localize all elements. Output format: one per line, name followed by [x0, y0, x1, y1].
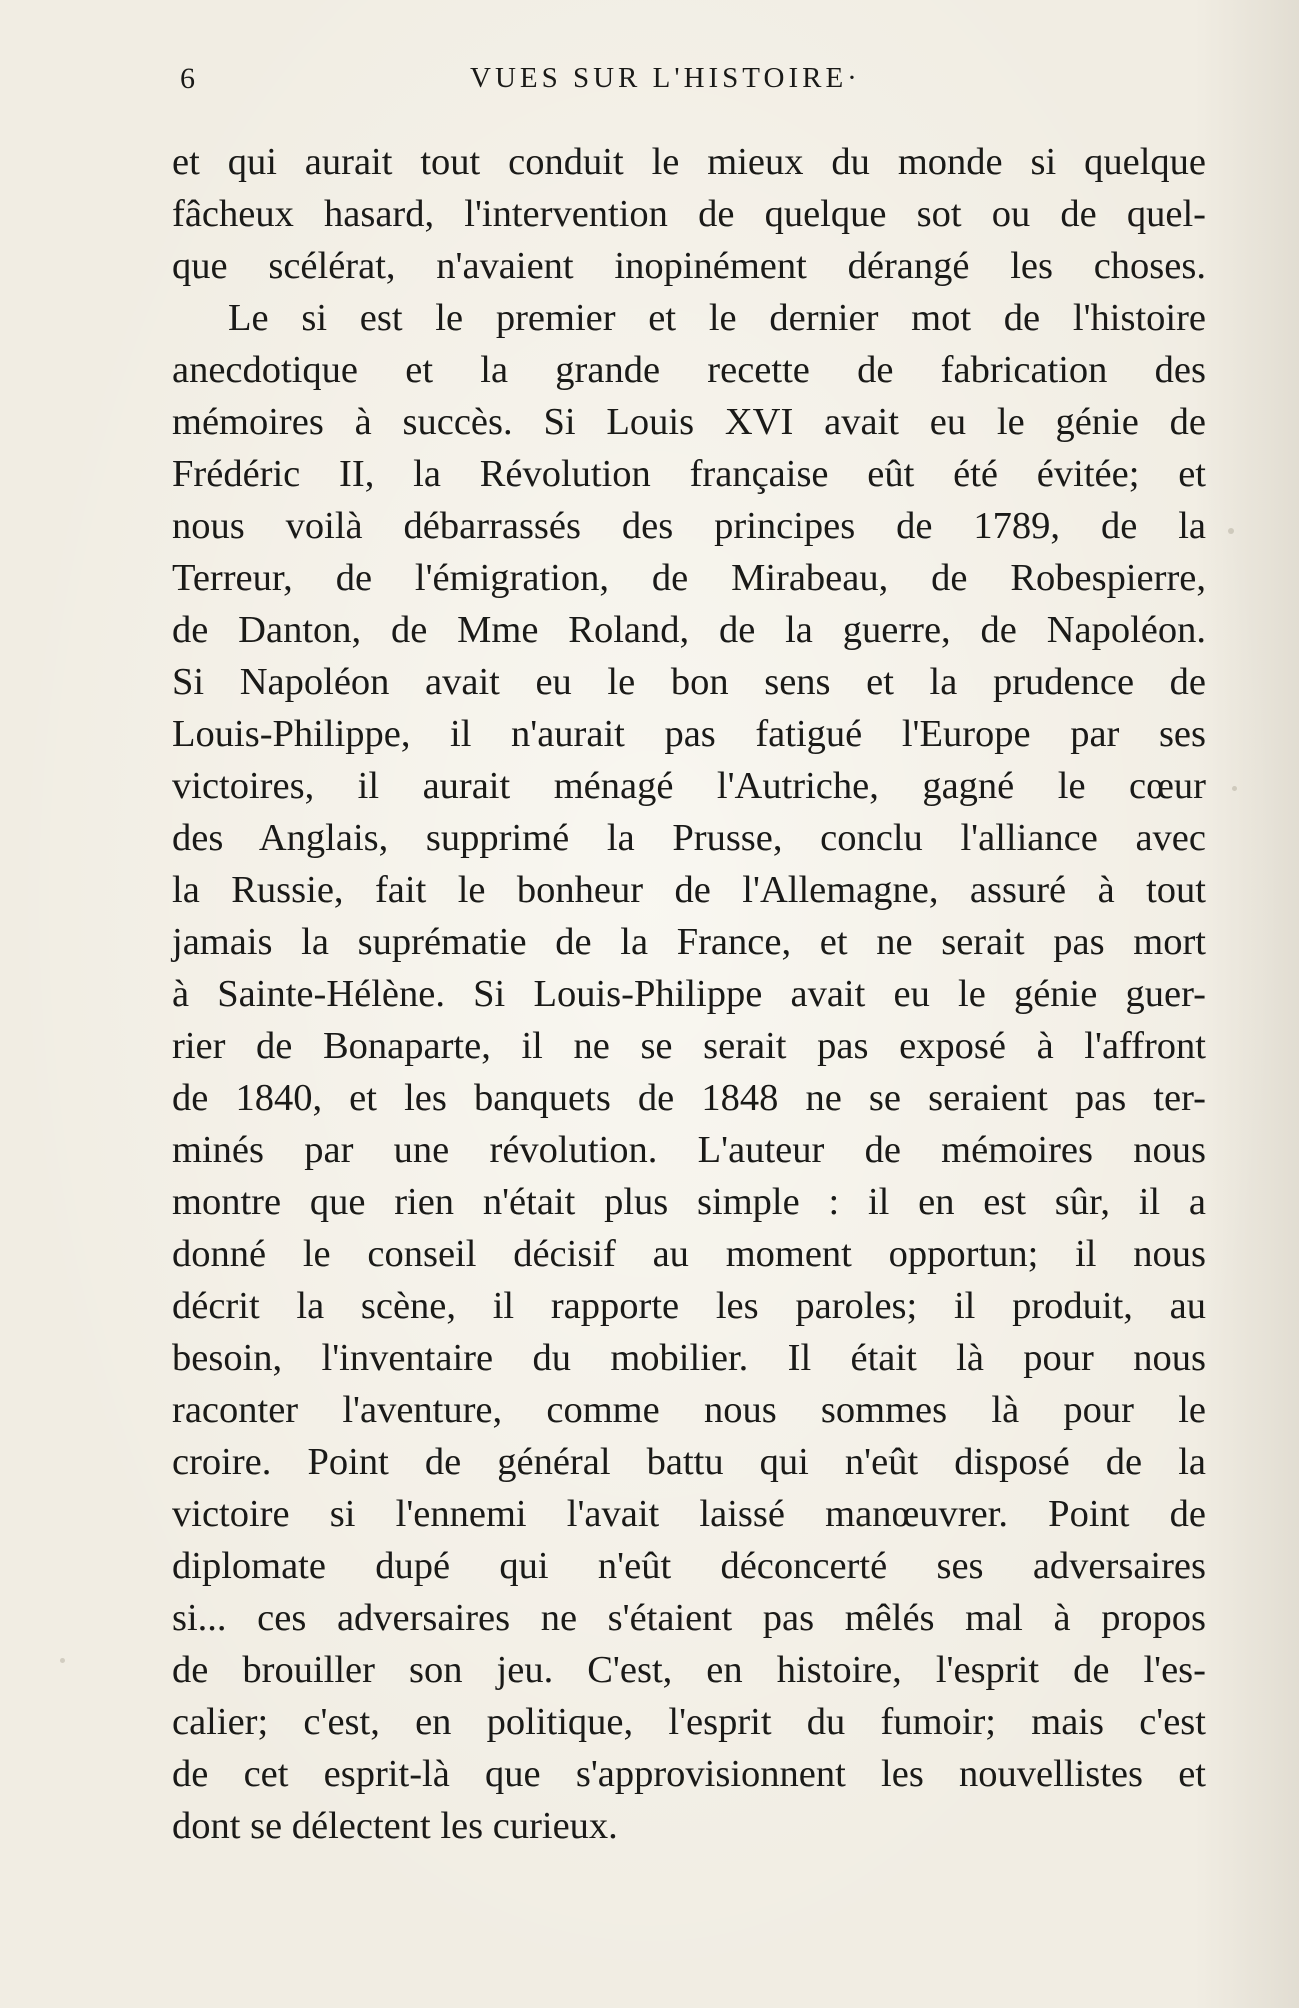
text-line: victoires, il aurait ménagé l'Autriche, gagné le cœur [172, 765, 1206, 807]
text-line: de 1840, et les banquets de 1848 ne se seraient pas ter- [172, 1077, 1206, 1119]
text-line: anecdotique et la grande recette de fabrication des [172, 349, 1206, 391]
text-line: de Danton, de Mme Roland, de la guerre, de Napoléon. [172, 609, 1206, 651]
text-line: rier de Bonaparte, il ne se serait pas exposé à l'affront [172, 1025, 1206, 1067]
text-line: Frédéric II, la Révolution française eût été évitée; et [172, 453, 1206, 495]
text-line: fâcheux hasard, l'intervention de quelque sot ou de quel- [172, 193, 1206, 235]
paper-speck [1232, 786, 1237, 791]
text-line: nous voilà débarrassés des principes de 1789, de la [172, 505, 1206, 547]
text-line: Terreur, de l'émigration, de Mirabeau, de Robespierre, [172, 557, 1206, 599]
paper-speck [1228, 528, 1234, 534]
text-line: et qui aurait tout conduit le mieux du monde si quelque [172, 141, 1206, 183]
text-line: la Russie, fait le bonheur de l'Allemagne, assuré à tout [172, 869, 1206, 911]
text-line: Si Napoléon avait eu le bon sens et la prudence de [172, 661, 1206, 703]
page-number: 6 [180, 62, 196, 95]
text-line: à Sainte-Hélène. Si Louis-Philippe avait eu le génie guer- [172, 973, 1206, 1015]
running-head [180, 62, 1200, 102]
text-line: croire. Point de général battu qui n'eût disposé de la [172, 1441, 1206, 1483]
text-line: Louis-Philippe, il n'aurait pas fatigué l'Europe par ses [172, 713, 1206, 755]
text-line: donné le conseil décisif au moment opportun; il nous [172, 1233, 1206, 1275]
text-line: de cet esprit-là que s'approvisionnent les nouvellistes et [172, 1753, 1206, 1795]
running-title: VUES SUR L'HISTOIRE· [470, 62, 861, 94]
text-line: minés par une révolution. L'auteur de mémoires nous [172, 1129, 1206, 1171]
text-line: Le si est le premier et le dernier mot de l'histoire [228, 297, 1206, 339]
text-line: jamais la suprématie de la France, et ne serait pas mort [172, 921, 1206, 963]
text-line: calier; c'est, en politique, l'esprit du fumoir; mais c'est [172, 1701, 1206, 1743]
body-text [172, 136, 1206, 1852]
text-line: besoin, l'inventaire du mobilier. Il était là pour nous [172, 1337, 1206, 1379]
paper-speck [60, 1658, 65, 1663]
text-line: de brouiller son jeu. C'est, en histoire, l'esprit de l'es- [172, 1649, 1206, 1691]
text-line: diplomate dupé qui n'eût déconcerté ses adversaires [172, 1545, 1206, 1587]
text-line: décrit la scène, il rapporte les paroles; il produit, au [172, 1285, 1206, 1327]
text-line: si... ces adversaires ne s'étaient pas mêlés mal à propos [172, 1597, 1206, 1639]
text-line: des Anglais, supprimé la Prusse, conclu l'alliance avec [172, 817, 1206, 859]
text-line: dont se délectent les curieux. [172, 1805, 618, 1847]
text-line: raconter l'aventure, comme nous sommes là pour le [172, 1389, 1206, 1431]
text-line: que scélérat, n'avaient inopinément dérangé les choses. [172, 245, 1206, 287]
text-line: montre que rien n'était plus simple : il en est sûr, il a [172, 1181, 1206, 1223]
text-line: victoire si l'ennemi l'avait laissé manœuvrer. Point de [172, 1493, 1206, 1535]
text-line: mémoires à succès. Si Louis XVI avait eu le génie de [172, 401, 1206, 443]
